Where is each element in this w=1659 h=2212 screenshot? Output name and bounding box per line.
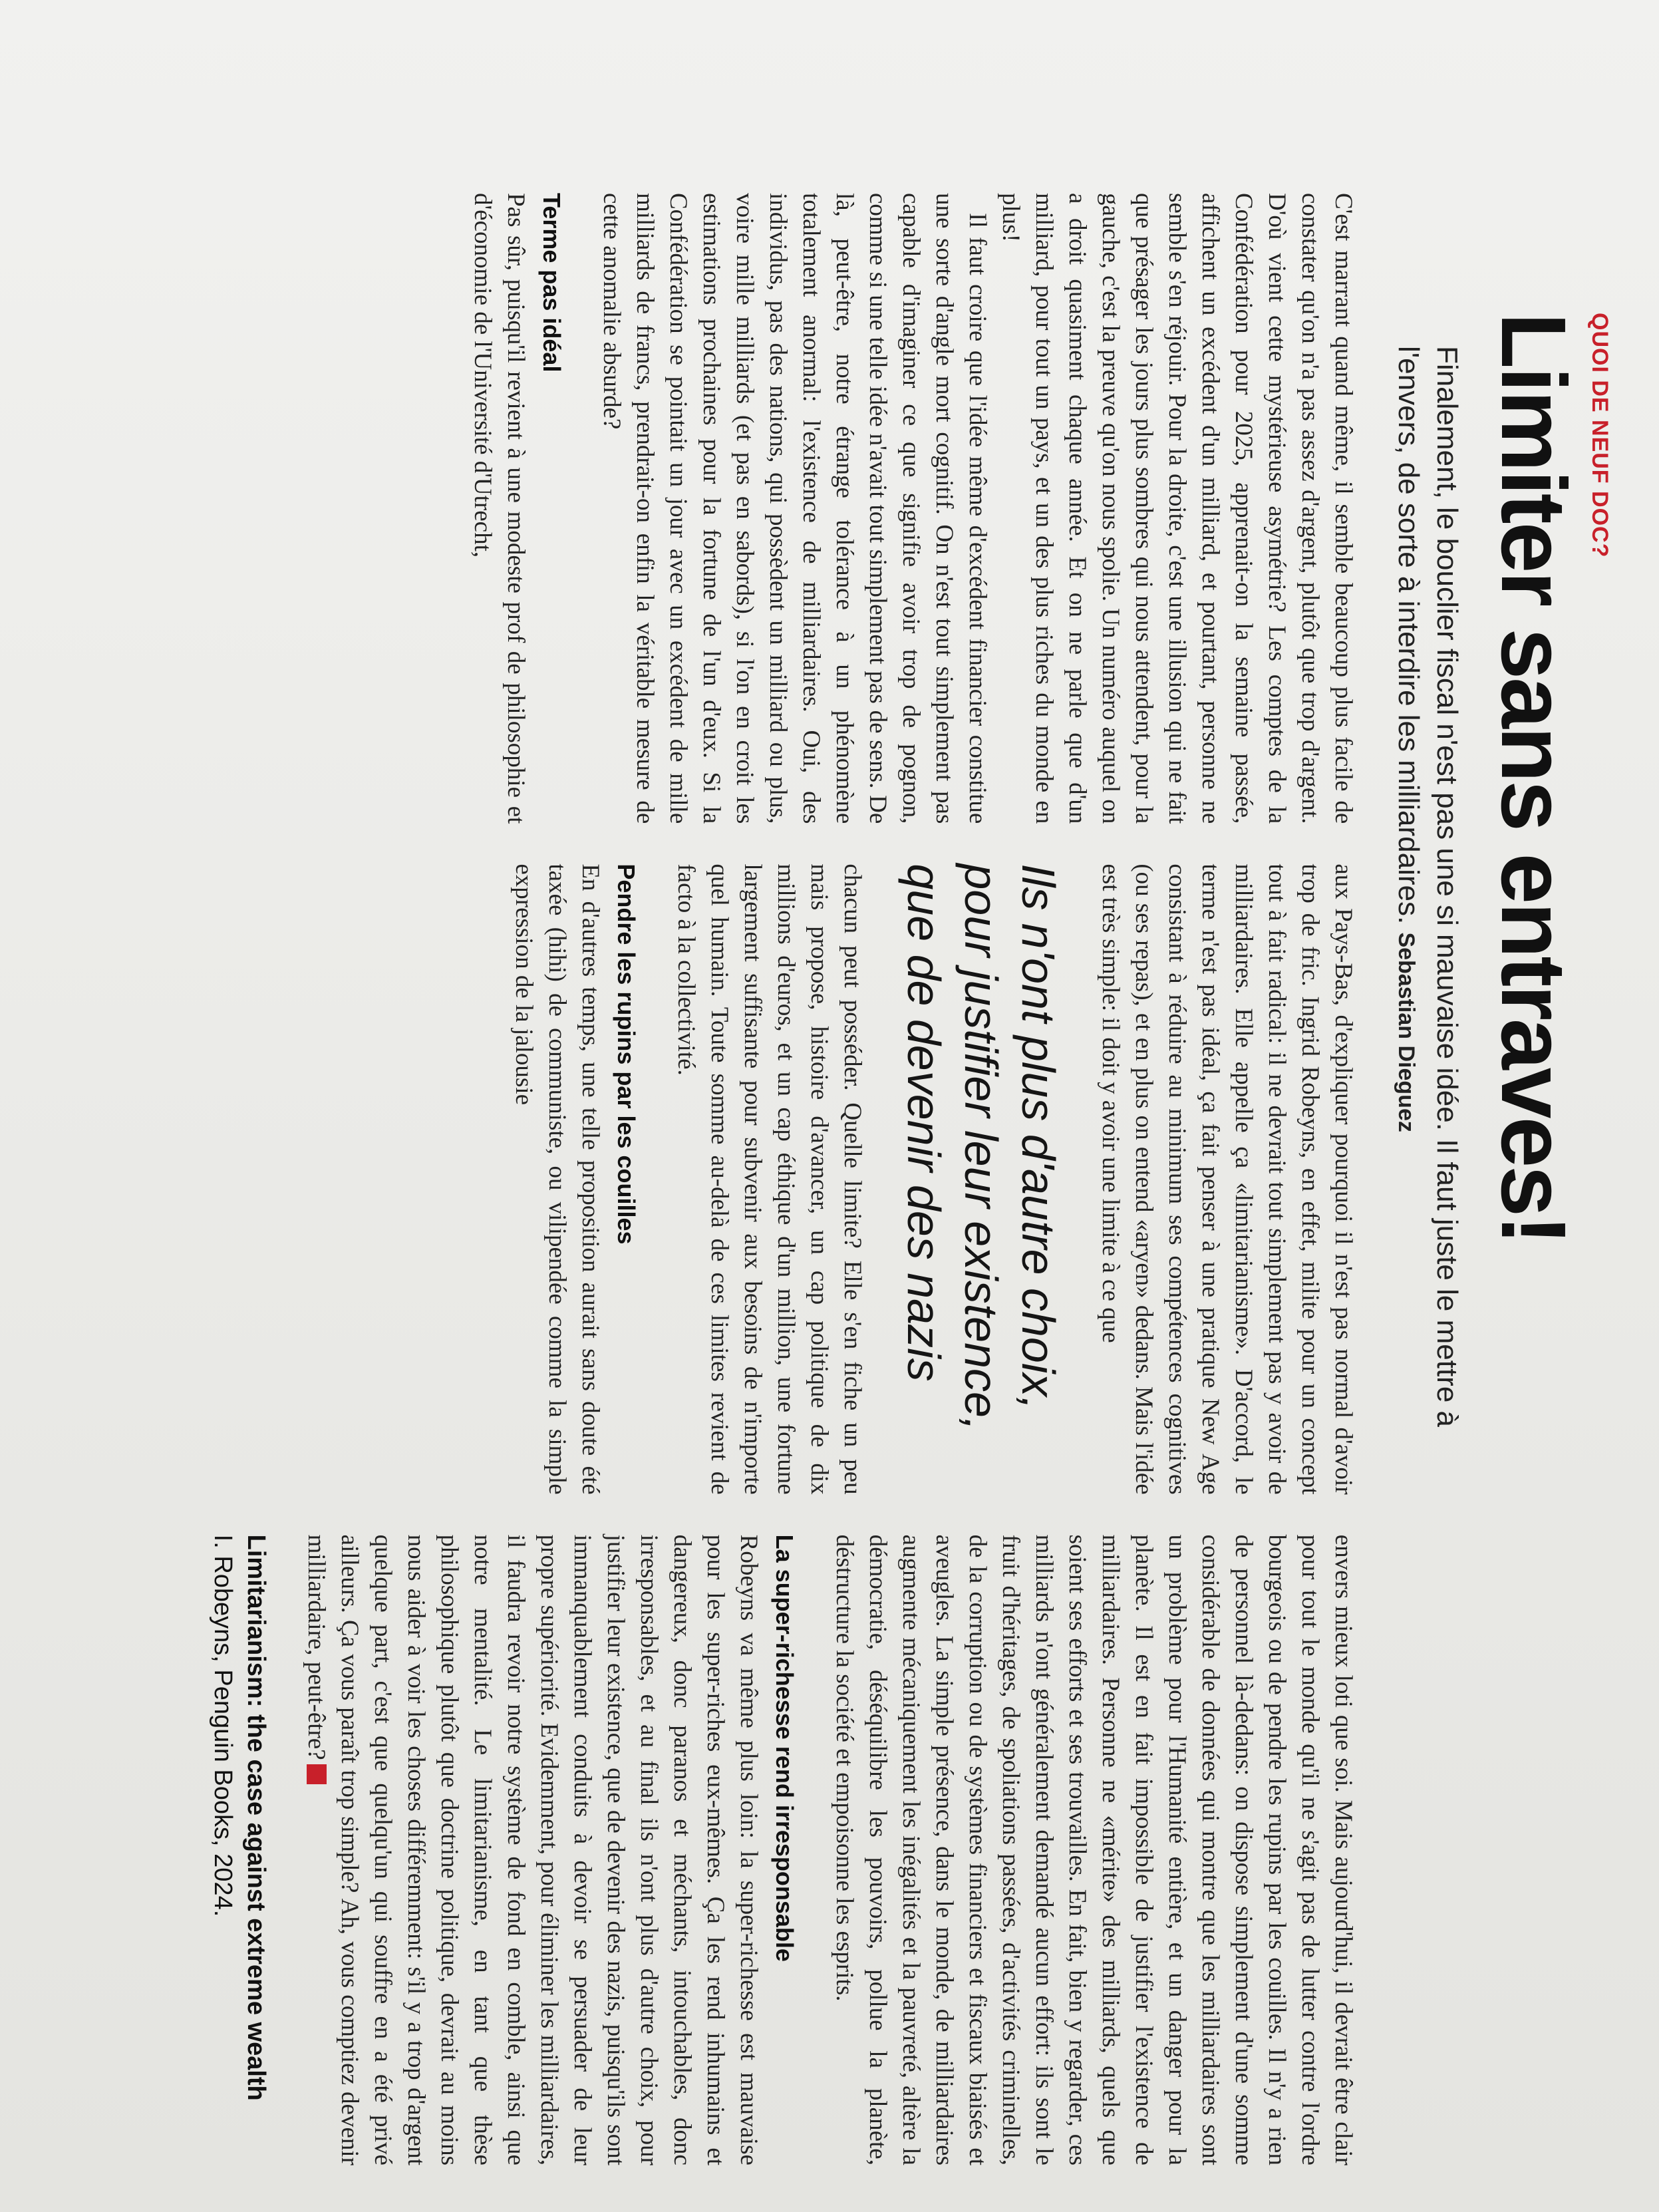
subheading-pendre-les-rupins: Pendre les rupins par les couilles — [613, 864, 640, 1245]
lead-text: Finalement, le bouclier fiscal n'est pas une si mauvaise idée. Il faut juste le mettre à l'envers, de sorte à interdire les milliardaires. — [1392, 346, 1463, 1427]
section-kicker: QUOI DE NEUF DOC? — [1587, 313, 1612, 558]
subheading-super-richesse: La super-richesse rend irresponsable — [771, 1534, 798, 1962]
book-title: Limitarianism: the case against extreme wealth — [242, 1534, 270, 2101]
book-detail: I. Robeyns, Penguin Books, 2024. — [209, 1534, 237, 1917]
author-name: Sebastian Dieguez — [1394, 932, 1419, 1132]
column-3 — [20, 1535, 1360, 2165]
paragraph: aux Pays-Bas, d'expliquer pourquoi il n'est pas normal d'avoir trop de fric. Ingrid Robeyns, en effet, milite pour un concept tout à fait radical: il ne devrait tout simplement pas y avoir de milliardaires. Elle appelle ça «limitarianisme». D'accord, le terme n'est pas idéal, ça fait penser à une pratique New Age consistant à réduire au minimum ses compétences cognitives (ou ses repas), et en plus on entend «aryen» dedans. Mais l'idée est très simple: il doit y avoir une limite à ce que — [1097, 864, 1357, 1495]
end-mark-icon — [307, 1764, 327, 1784]
paragraph: envers mieux loti que soi. Mais aujourd'hui, il devrait être clair pour tout le monde qu'il ne s'agit pas de lutter contre l'ordre bourgeois ou de pendre les rupins par les couilles. Il n'y a rien de personnel là-dedans: on dispose simplement d'une somme considérable de données qui montre que les milliardaires sont un problème pour l'Humanité entière, et un danger pour la planète. Il est en fait impossible de justifier l'existence de milliardaires. Personne ne «mérite» des milliards, quels que soient ses efforts et ses trouvailles. En fait, bien y regarder, ces milliards n'ont généralement demandé aucun effort: ils sont le fruit d'héritages, de spoliations passées, d'activités criminelles, de la corruption ou de systèmes financiers et fiscaux biaisés et aveugles. La simple présence, dans le monde, de milliardaires augmente mécaniquement les inégalités et la pauvreté, altère la démocratie, déséquilibre les pouvoirs, pollue la planète, déstructure la société et empoisonne les esprits. — [831, 1534, 1357, 2165]
paragraph: Pas sûr, puisqu'il revient à une modeste prof de philosophie et d'économie de l'Université d'Utrecht, — [469, 193, 529, 824]
final-text: Robeyns va même plus loin: la super-richesse est mauvaise pour les super-riches eux-mêmes. Ça les rend inhumains et dangereux, donc paranos et méchants, intouchables, donc irresponsables, et au final ils n'ont plus d'autre choix, pour justifier leur existence, que de devenir des nazis, puisqu'ils sont immanquablement conduits à devoir se persuader de leur propre supériorité. Evidemment, pour éliminer les milliardaires, il faudra revoir notre système de fond en comble, ainsi que notre mentalité. Le limitarianisme, en tant que thèse philosophique plutôt que doctrine politique, devrait au moins nous aider à voir les choses différemment: s'il y a trop d'argent quelque part, c'est que quelqu'un qui souffre en a été privé ailleurs. Ça vous paraît trop simple? Ah, vous comptiez devenir milliardaire, peut-être? — [303, 1534, 762, 2165]
column-2 — [20, 864, 1360, 1494]
article-headline: Limiter sans entraves! — [1482, 313, 1584, 1243]
book-reference — [206, 1535, 273, 2165]
article-columns — [20, 193, 1360, 2165]
paragraph: En d'autres temps, une telle proposition aurait sans doute été taxée (hihi) de communiste, ou vilipendée comme la simple expression de la jalousie — [510, 864, 604, 1495]
paragraph: Il faut croire que l'idée même d'excédent financier constitue une sorte d'angle mort cognitif. On n'est tout simplement pas capable d'imaginer ce que signifie avoir trop de pognon, comme si une telle idée n'avait tout simplement pas de sens. De là, peut-être, notre étrange tolérance à un phénomène totalement anormal: l'existence de milliardaires. Oui, des individus, pas des nations, qui possèdent un milliard ou plus, voire mille milliards (et pas en sabords), si l'on en croit les estimations prochaines pour la fortune de l'un d'eux. Si la Confédération se pointait un jour avec un excédent de mille milliards de francs, prendrait-on enfin la véritable mesure de cette anomalie absurde? — [598, 193, 991, 824]
paragraph: chacun peut posséder. Quelle limite? Elle s'en fiche un peu mais propose, histoire d'avancer, un cap politique de dix millions d'euros, et un cap éthique d'un million, une fortune largement suffisante pour subvenir aux besoins de n'importe quel humain. Toute somme au-delà de ces limites revient de facto à la collectivité. — [673, 864, 866, 1495]
paragraph-final — [299, 1535, 765, 2165]
column-1 — [20, 193, 1360, 824]
subheading-terme-pas-ideal: Terme pas idéal — [538, 193, 565, 373]
paragraph: C'est marrant quand même, il semble beaucoup plus facile de constater qu'on n'a pas assez d'argent, plutôt que trop d'argent. D'où vient cette mystérieuse asymétrie? Les comptes de la Confédération pour 2025, apprenait-on la semaine passée, affichent un excédent d'un milliard, et pourtant, personne ne semble s'en réjouir. Pour la droite, c'est une illusion qui ne fait que présager les jours plus sombres qui nous attendent, pour la gauche, c'est la preuve qu'on nous spolie. Un numéro auquel on a droit quasiment chaque année. Et on ne parle que d'un milliard, pour tout un pays, et un des plus riches du monde en plus! — [997, 193, 1357, 824]
article-lead — [1387, 346, 1466, 1490]
pull-quote: Ils n'ont plus d'autre choix, pour justifier leur existence, que de devenir des nazis — [898, 864, 1064, 1431]
